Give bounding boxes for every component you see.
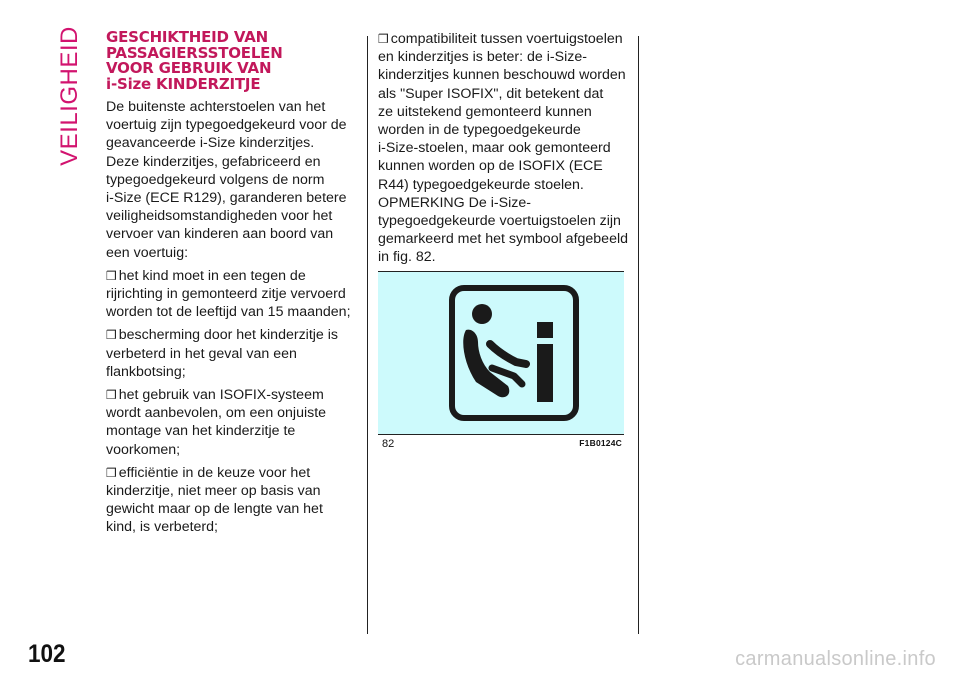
bullet-item: ❒ compatibiliteit tussen voertuigstoelen en kinderzitjes is beter: de i-Size- kinderzitjes kunnen beschouwd worden als "Super ISOFIX", dit betekent dat ze uitstekend gemonteerd kunnen worden in de typegoedgekeurde i-Size-stoelen, maar ook gemonteerd kunnen worden op de ISOFIX (ECE R44) typegoedgekeurde stoelen. OPMERKING De i-Size- typegoedgekeurde voertuigstoelen zijn gemarkeerd met het symbool afgebeeld in fig. 82.	[378, 31, 628, 266]
figure-number: 82	[382, 438, 395, 450]
section-label: VEILIGHEID	[56, 26, 83, 166]
figure-bottom-rule	[378, 434, 624, 435]
figure-code: F1B0124C	[579, 438, 622, 448]
checkbox-bullet-icon: ❒	[106, 268, 117, 283]
bullet-item: ❒ het kind moet in een tegen de rijrichting in gemonteerd zitje vervoerd worden tot de leeftijd van 15 maanden;	[106, 267, 351, 321]
checkbox-bullet-icon: ❒	[106, 388, 117, 403]
figure-panel	[378, 272, 624, 434]
page-number: 102	[28, 640, 66, 668]
column-divider	[638, 36, 639, 634]
article-heading	[106, 30, 358, 92]
figure-82	[378, 271, 624, 450]
isize-child-seat-icon	[378, 272, 624, 434]
column-right	[378, 30, 636, 272]
heading-line: VOOR GEBRUIK VAN	[106, 59, 272, 77]
heading-line: PASSAGIERSSTOELEN	[106, 43, 283, 62]
heading-line: GESCHIKTHEID VAN	[106, 28, 268, 46]
column-divider	[367, 36, 368, 634]
checkbox-bullet-icon: ❒	[378, 32, 389, 46]
bullet-item: ❒ het gebruik van ISOFIX-systeem wordt aanbevolen, om een onjuiste montage van het kinderzitje te voorkomen;	[106, 387, 327, 458]
column-left	[106, 30, 358, 542]
checkbox-bullet-icon: ❒	[106, 328, 117, 343]
intro-paragraph: De buitenste achterstoelen van het voertuig zijn typegoedgekeurd voor de geavanceerde i-Size kinderzitjes. Deze kinderzitjes, gefabriceerd en typegoedgekeurd volgens de norm i-Size (ECE R129), garanderen betere veiligheidsomstandigheden voor het vervoer van kinderen aan boord van een voertuig:	[106, 99, 347, 261]
watermark: carmanualsonline.info	[735, 648, 936, 670]
bullet-item: ❒ bescherming door het kinderzitje is verbeterd in het geval van een flankbotsing;	[106, 327, 338, 380]
figure-caption	[378, 438, 624, 450]
heading-line: i-Size KINDERZITJE	[106, 74, 261, 93]
checkbox-bullet-icon: ❒	[106, 465, 117, 480]
bullet-item: ❒ efficiëntie in de keuze voor het kinderzitje, niet meer op basis van gewicht maar op de lengte van het kind, is verbeterd;	[106, 464, 323, 536]
